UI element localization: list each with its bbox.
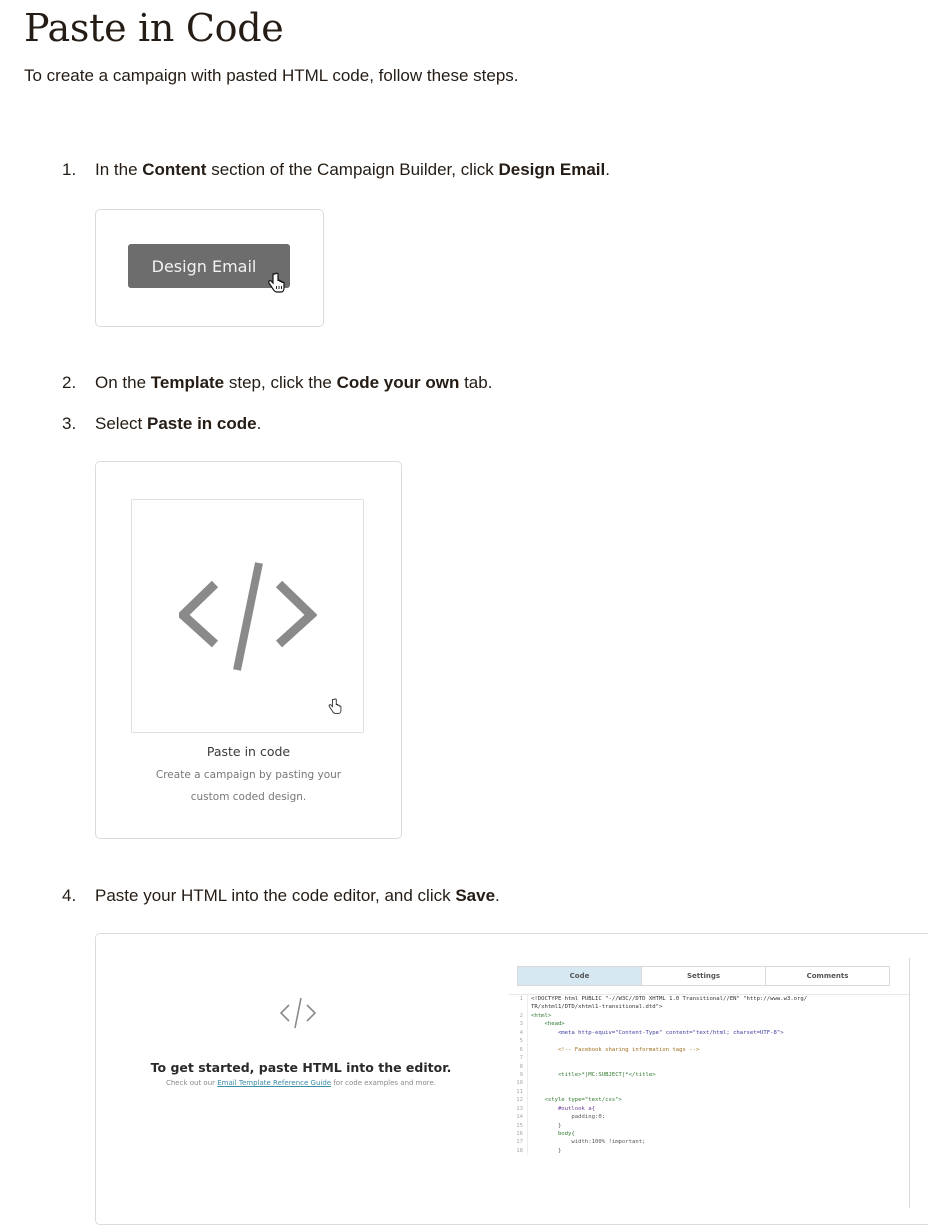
ui-term: Save: [455, 886, 496, 905]
step4-screenshot: [95, 933, 928, 1225]
ui-term: Content: [142, 160, 207, 179]
code-line: 13 #outlook a{: [509, 1105, 909, 1113]
code-line: 12 <style type="text/css">: [509, 1096, 909, 1104]
tab-code[interactable]: Code: [518, 967, 642, 985]
code-line: 16 body{: [509, 1130, 909, 1138]
empty-state-subtext: Check out our Email Template Reference Guide for code examples and more.: [165, 1079, 437, 1087]
ui-term: Code your own: [336, 373, 460, 392]
code-line: 2 <html>: [509, 1012, 909, 1020]
step-3: 3. Select Paste in code.: [62, 414, 262, 433]
step-1: 1. In the Content section of the Campaign Builder, click Design Email.: [62, 160, 610, 179]
reference-guide-link[interactable]: Email Template Reference Guide: [217, 1079, 332, 1087]
paste-in-code-tile[interactable]: [131, 499, 364, 733]
ui-term: Template: [150, 373, 225, 392]
step-number: 2.: [62, 373, 77, 392]
code-line: 11: [509, 1088, 909, 1096]
code-line: 1 <!DOCTYPE html PUBLIC "-//W3C//DTD XHTML 1.0 Transitional//EN" "http://www.w3.org/: [509, 995, 909, 1003]
code-brackets-icon: [278, 996, 318, 1030]
code-line: 7: [509, 1054, 909, 1062]
code-line: 15 }: [509, 1122, 909, 1130]
tab-comments[interactable]: Comments: [806, 972, 849, 980]
code-editor[interactable]: [509, 994, 909, 1209]
code-line: 14 padding:0;: [509, 1113, 909, 1121]
step3-screenshot: [95, 461, 402, 839]
code-editor-panel: [509, 958, 910, 1208]
step-number: 3.: [62, 414, 77, 433]
editor-tabs: [517, 966, 890, 986]
code-line: 9 <title>*|MC:SUBJECT|*</title>: [509, 1071, 909, 1079]
editor-empty-state: [96, 934, 506, 1204]
ui-term: Design Email: [498, 160, 606, 179]
code-line: 5: [509, 1037, 909, 1045]
step-number: 4.: [62, 886, 77, 905]
tile-description: Create a campaign by pasting your custom coded design.: [155, 769, 342, 803]
step-2: 2. On the Template step, click the Code your own tab.: [62, 373, 493, 392]
step1-screenshot: [95, 209, 324, 327]
tile-title: Paste in code: [206, 744, 291, 759]
empty-state-heading: To get started, paste HTML into the editor.: [150, 1060, 452, 1075]
hand-pointer-icon: [268, 272, 286, 294]
code-line: 8: [509, 1063, 909, 1071]
intro-text: To create a campaign with pasted HTML code, follow these steps.: [24, 66, 519, 85]
code-line: 17 width:100% !important;: [509, 1138, 909, 1146]
code-brackets-icon: [179, 562, 317, 672]
page-title: Paste in Code: [24, 6, 284, 50]
code-line: 18 }: [509, 1147, 909, 1155]
design-email-button[interactable]: Design Email: [128, 244, 290, 288]
hand-pointer-icon: [328, 698, 343, 715]
code-line: 10: [509, 1079, 909, 1087]
code-line: 3 <head>: [509, 1020, 909, 1028]
ui-term: Paste in code: [146, 414, 257, 433]
step-number: 1.: [62, 160, 77, 179]
tab-settings[interactable]: Settings: [642, 967, 766, 985]
code-line: 4 <meta http-equiv="Content-Type" content="text/html; charset=UTF-8">: [509, 1029, 909, 1037]
code-line: TR/xhtml1/DTD/xhtml1-transitional.dtd">: [509, 1003, 909, 1011]
step-4: 4. Paste your HTML into the code editor, and click Save.: [62, 886, 500, 905]
code-line: 6 <!-- Facebook sharing information tags -->: [509, 1046, 909, 1054]
